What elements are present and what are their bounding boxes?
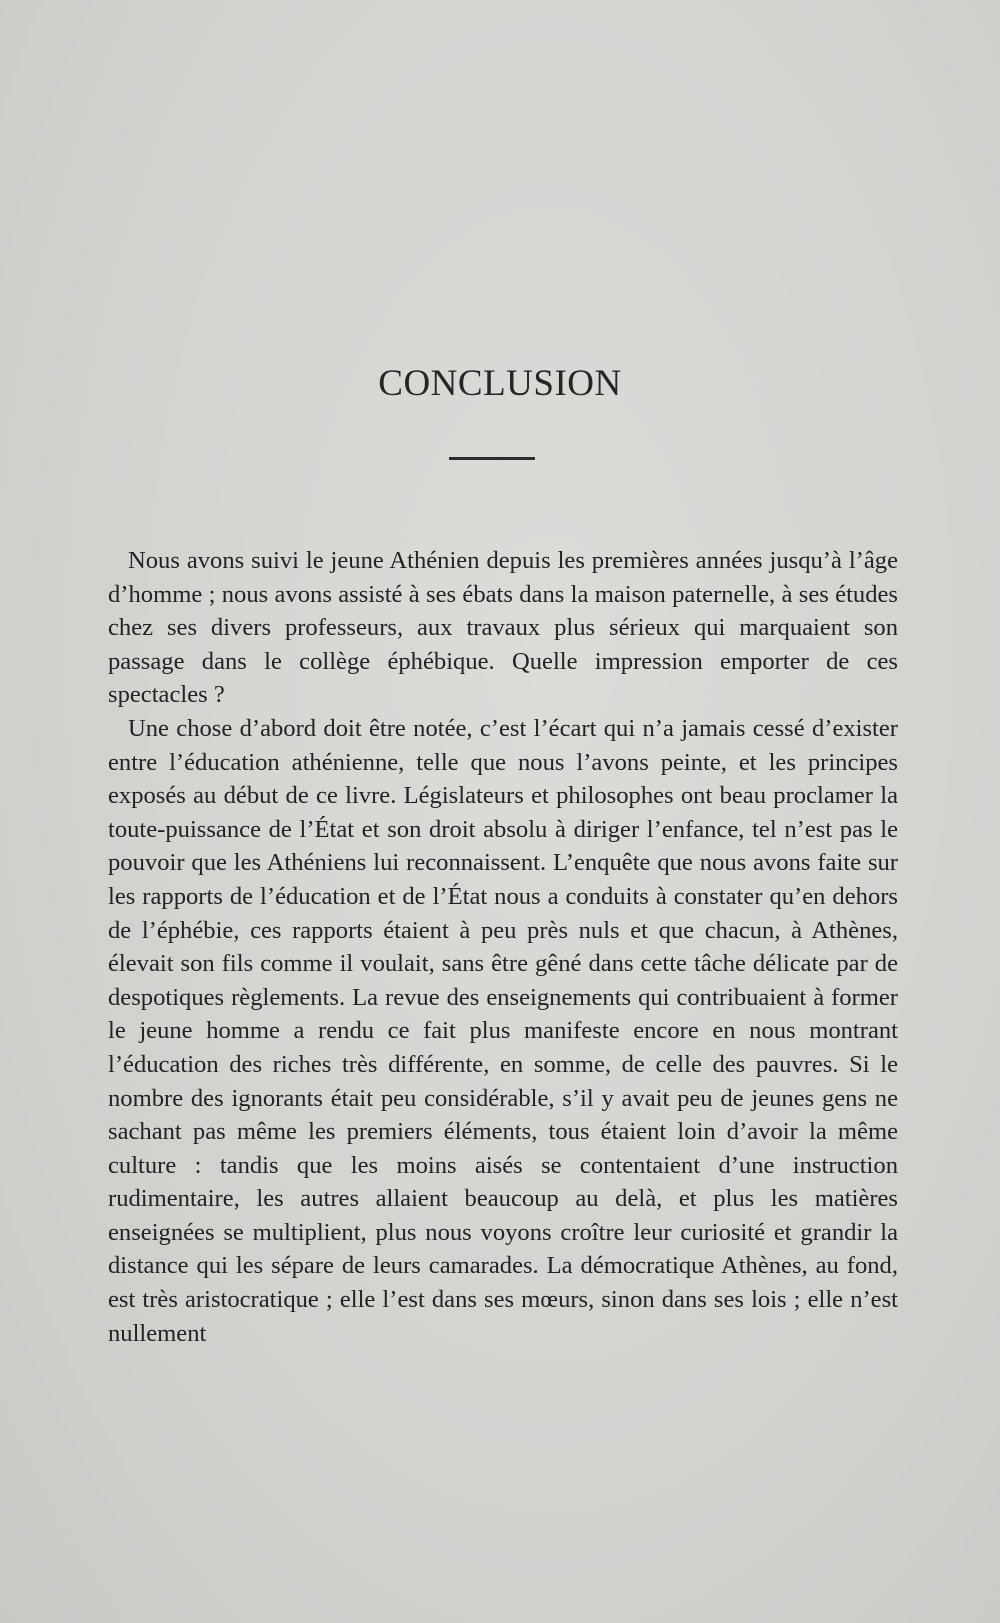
paragraph: Nous avons suivi le jeune Athénien depuis les premières années jusqu’à l’âge d’homme ; nous avons assisté à ses ébats dans la maison paternelle, à ses études chez ses divers professeurs, aux travaux plus sérieux qui marquaient son passage dans le collège éphébique. Quelle impression emporter de ces spectacles ? [108, 547, 898, 709]
title-divider [449, 457, 535, 460]
body-text [108, 544, 898, 1350]
paragraph: Une chose d’abord doit être notée, c’est l’écart qui n’a jamais cessé d’exister entre l’éducation athénienne, telle que nous l’avons peinte, et les principes exposés au début de ce livre. Législateurs et philosophes ont beau proclamer la toute-puissance de l’État et son droit absolu à diriger l’enfance, tel n’est pas le pouvoir que les Athéniens lui reconnaissent. L’enquête que nous avons faite sur les rapports de l’éducation et de l’État nous a conduits à constater qu’en dehors de l’éphébie, ces rapports étaient à peu près nuls et que chacun, à Athènes, élevait son fils comme il voulait, sans être gêné dans cette tâche délicate par de despotiques règlements. La revue des enseignements qui contribuaient à former le jeune homme a rendu ce fait plus manifeste encore en nous montrant l’éducation des riches très différente, en somme, de celle des pauvres. Si le nombre des ignorants était peu considérable, s’il y avait peu de jeunes gens ne sachant pas même les premiers éléments, tous étaient loin d’avoir la même culture : tandis que les moins aisés se contentaient d’une instruction rudimentaire, les autres allaient beaucoup au delà, et plus les matières enseignées se multiplient, plus nous voyons croître leur curiosité et grandir la distance qui les sépare de leurs camarades. La démocratique Athènes, au fond, est très aristocratique ; elle l’est dans ses mœurs, sinon dans ses lois ; elle n’est nullement [108, 714, 898, 1347]
chapter-title: CONCLUSION [378, 363, 622, 404]
